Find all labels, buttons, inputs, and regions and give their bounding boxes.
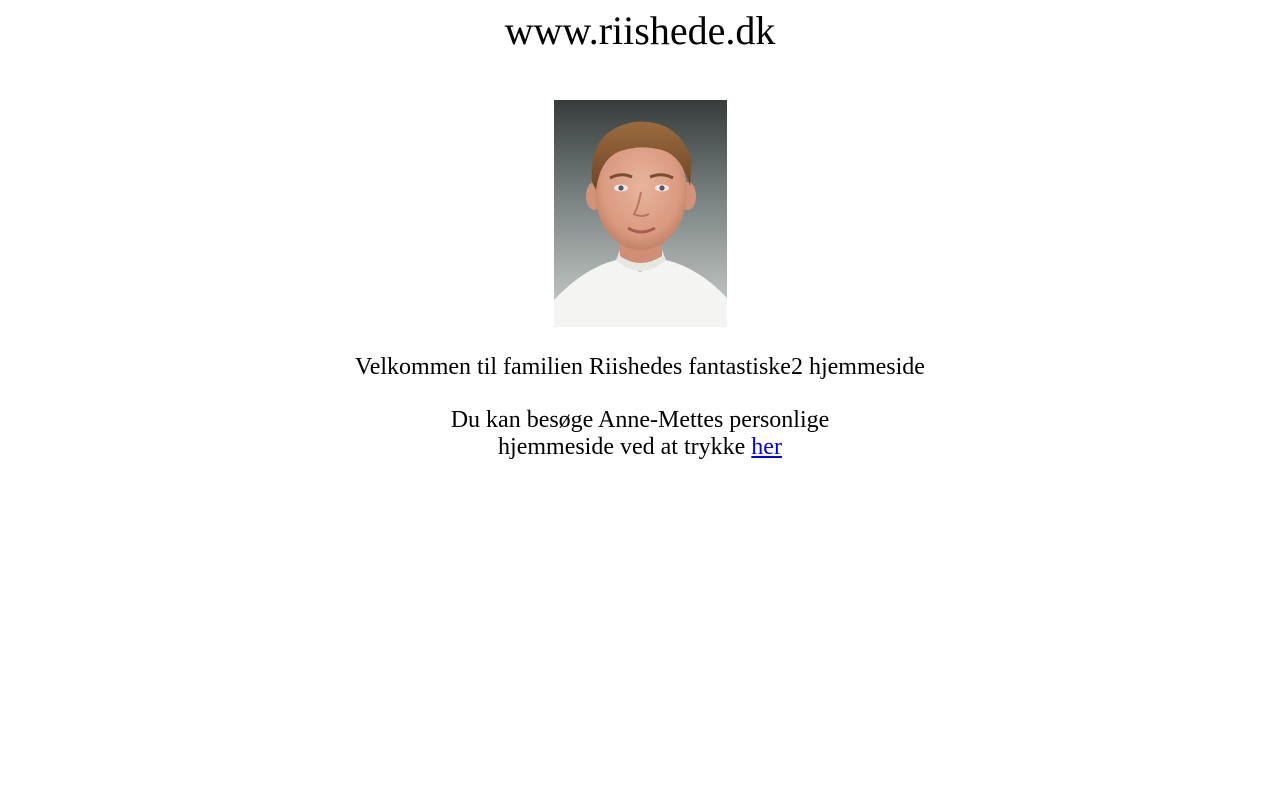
- visit-line-1: Du kan besøge Anne-Mettes personlige: [450, 407, 830, 433]
- visit-text: [0, 407, 1280, 461]
- page-title: www.riishede.dk: [504, 8, 776, 53]
- portrait-photo-icon: [554, 100, 727, 327]
- anne-mette-homepage-link[interactable]: her: [751, 434, 782, 460]
- visit-line-2: hjemmeside ved at trykke: [498, 434, 752, 460]
- welcome-text: Velkommen til familien Riishedes fantastiske2 hjemmeside: [355, 354, 925, 380]
- portrait-photo: [554, 100, 727, 327]
